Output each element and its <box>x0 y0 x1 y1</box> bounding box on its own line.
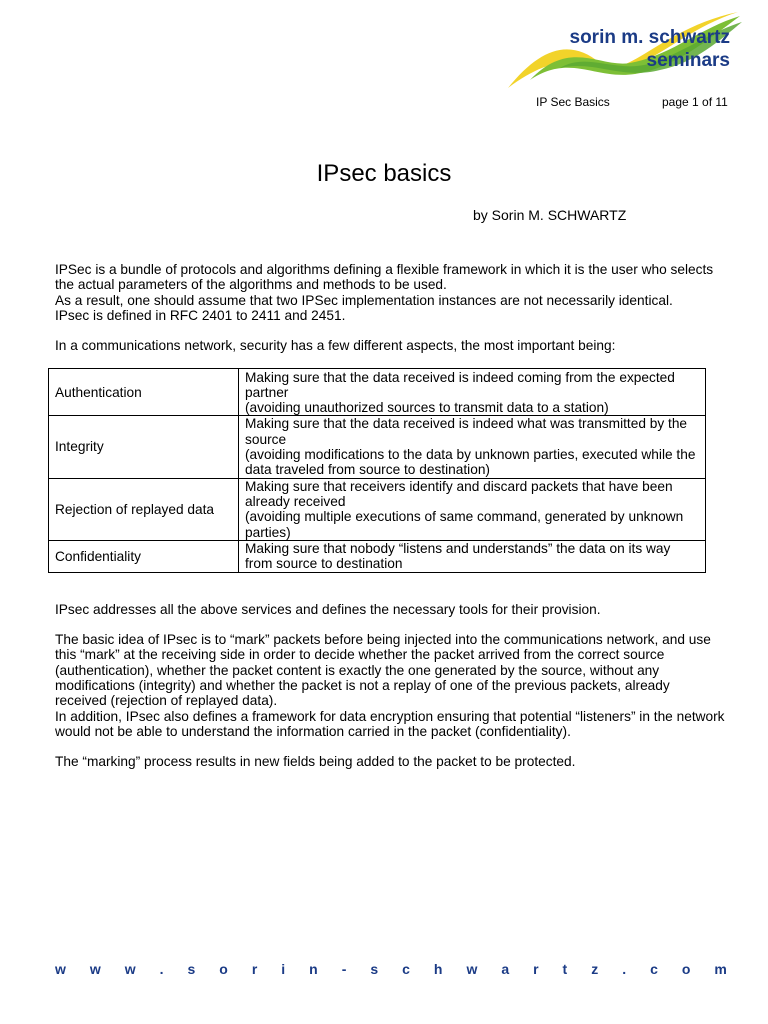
footer-char: o <box>219 961 228 977</box>
footer-char: r <box>533 961 539 977</box>
body-paragraph-3: In addition, IPsec also defines a framework for data encryption ensuring that potential “listeners” in the network would not be able to understand the information carried in the packet (confidentiality). <box>55 708 725 739</box>
footer-char: . <box>159 961 164 977</box>
footer-char: s <box>370 961 379 977</box>
footer-char: z <box>591 961 599 977</box>
author-line: by Sorin M. SCHWARTZ <box>473 207 627 223</box>
footer-char: w <box>466 961 478 977</box>
aspect-description <box>239 416 706 478</box>
aspect-desc-text: Making sure that receivers identify and discard packets that have been already received <box>245 478 673 509</box>
body-paragraph-4: The “marking” process results in new fields being added to the packet to be protected. <box>55 754 576 770</box>
aspect-name: Authentication <box>49 369 239 416</box>
security-aspects-table <box>48 368 706 572</box>
footer-char: n <box>309 961 318 977</box>
footer-char: c <box>650 961 658 977</box>
aspect-name: Confidentiality <box>49 540 239 572</box>
aspect-description <box>239 369 706 416</box>
footer-char: s <box>187 961 196 977</box>
aspect-desc-text: Making sure that the data received is indeed coming from the expected partner <box>245 369 675 400</box>
aspect-note-text: (avoiding modifications to the data by unknown parties, executed while the data traveled from source to destination) <box>245 447 696 478</box>
intro-paragraph-1: IPSec is a bundle of protocols and algorithms defining a flexible framework in which it is the user who selects the actual parameters of the algorithms and methods to be used. <box>55 262 714 293</box>
brand-subtitle: seminars <box>646 50 730 71</box>
footer-char: r <box>251 961 258 977</box>
footer-char: . <box>622 961 627 977</box>
table-row <box>49 416 706 478</box>
brand-name: sorin m. schwartz <box>569 27 730 48</box>
aspect-desc-text: Making sure that nobody “listens and understands” the data on its way from source to destination <box>245 541 671 572</box>
footer-char: w <box>89 961 101 977</box>
aspect-note-text: (avoiding multiple executions of same command, generated by unknown parties) <box>245 509 684 540</box>
aspect-description <box>239 540 706 572</box>
footer-char: w <box>55 961 66 977</box>
footer-website[interactable] <box>55 961 727 977</box>
document-title: IPsec basics <box>316 160 452 187</box>
document-body <box>55 262 725 770</box>
table-row <box>49 369 706 416</box>
table-row <box>49 478 706 540</box>
aspects-intro: In a communications network, security has a few different aspects, the most important being: <box>55 338 616 354</box>
aspect-note-text: (avoiding unauthorized sources to transmit data to a station) <box>245 400 609 416</box>
aspect-name: Integrity <box>49 416 239 478</box>
footer-char: c <box>402 961 410 977</box>
footer-char: m <box>714 961 727 977</box>
footer-char: t <box>562 961 568 977</box>
intro-paragraph-3: IPsec is defined in RFC 2401 to 2411 and 2451. <box>55 307 346 323</box>
body-paragraph-2: The basic idea of IPsec is to “mark” packets before being injected into the communications network, and use this “mark” at the receiving side in order to decide whether the packet arrived from the correct source (authentication), whether the packet content is exactly the one generated by the source, without any modifications (integrity) and whether the packet is not a replay of one of the previous packets, already received (rejection of replayed data). <box>55 632 711 709</box>
footer-char: a <box>501 961 510 977</box>
footer-char: h <box>433 961 443 977</box>
brand-logo <box>500 8 745 93</box>
aspect-name: Rejection of replayed data <box>49 478 239 540</box>
aspect-description <box>239 478 706 540</box>
footer-char: w <box>124 961 136 977</box>
header-doc-title: IP Sec Basics <box>536 95 610 109</box>
header-page-number: page 1 of 11 <box>662 95 728 109</box>
intro-paragraph-2: As a result, one should assume that two IPSec implementation instances are not necessarily identical. <box>55 292 673 308</box>
table-row <box>49 540 706 572</box>
body-paragraph-1: IPsec addresses all the above services and defines the necessary tools for their provision. <box>55 601 601 617</box>
footer-char: - <box>341 961 347 977</box>
aspect-desc-text: Making sure that the data received is indeed what was transmitted by the source <box>245 416 688 447</box>
footer-char: o <box>681 961 691 977</box>
footer-char: i <box>281 961 286 977</box>
